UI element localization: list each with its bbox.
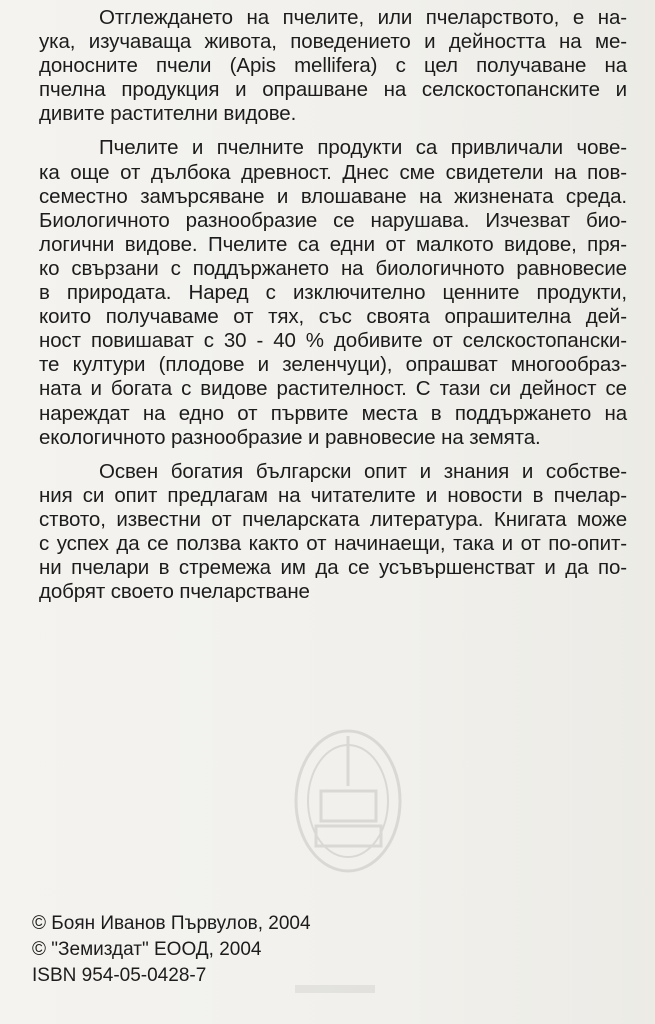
text-line: логични видове. Пчелите са едни от малкото видове, пря- [39,232,627,256]
text-line: с успех да се ползва както от начинаещи, така и от по-опит- [39,531,627,555]
text-line: ството, известни от пчеларската литература. Книгата може [39,507,627,531]
text-line: доносните пчели (Apis mellifera) с цел получаване на [39,54,627,78]
text-line: пчелна продукция и опрашване на селскостопанските и [39,78,627,102]
text-line: добрят своето пчеларстване [39,580,310,604]
publisher-emblem-icon [286,706,411,881]
text-line: дивите растителни видове. [39,102,297,126]
copyright-author: © Боян Иванов Първулов, 2004 [32,913,311,934]
text-line: Биологичното разнообразие се нарушава. Изчезват био- [39,208,627,232]
text-line: екологичното разнообразие и равновесие на земята. [39,425,541,449]
main-text [39,6,627,604]
text-line: ко свързани с поддържането на биологичното равновесие [39,256,627,280]
text-line: които получаваме от тях, със своята опрашителна дей- [39,305,627,329]
text-line: Отглеждането на пчелите, или пчеларството, е на- [99,6,627,29]
text-line: Освен богатия български опит и знания и собстве- [99,459,627,483]
text-line: Пчелите и пчелните продукти са привличали чове- [99,136,627,160]
text-line: семестно замърсяване и влошаване на жизнената среда. [39,184,627,208]
copyright-publisher: © "Земиздат" ЕООД, 2004 [32,939,262,960]
text-line: те култури (плодове и зеленчуци), опрашват многообраз- [39,353,627,377]
text-line: нареждат на едно от първите места в поддържането на [39,401,627,425]
text-line: ната и богата с видове растителност. С тази си дейност се [39,377,627,401]
text-line: ка още от дълбока древност. Днес сме свидетели на пов- [39,160,627,184]
text-line: ност повишават с 30 - 40 % добивите от селскостопански- [39,329,627,353]
isbn: ISBN 954-05-0428-7 [32,965,207,986]
text-line: ни пчелари в стремежа им да се усъвършенстват и да по- [39,556,627,580]
text-line: ния си опит предлагам на читателите и новости в пчелар- [39,483,627,507]
copyright-block [32,911,311,989]
text-line: в природата. Наред с изключително ценните продукти, [39,281,627,305]
text-line: ука, изучаваща живота, поведението и дейността на ме- [39,30,627,54]
